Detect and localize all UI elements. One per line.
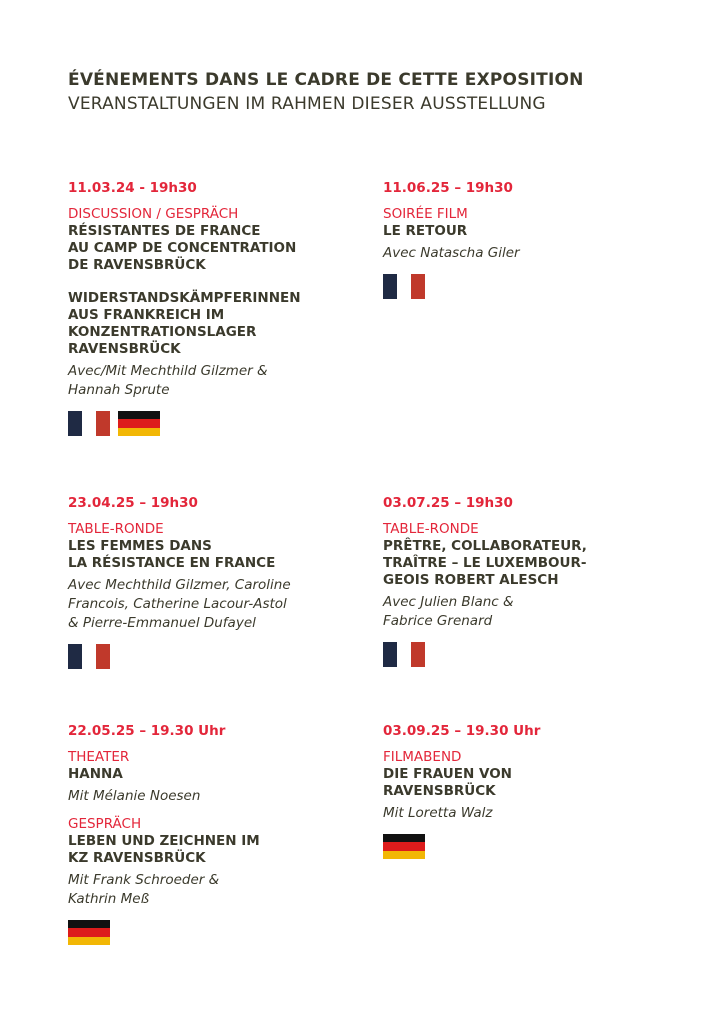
event-type: TABLE-RONDE — [68, 521, 164, 537]
french-flag-icon — [68, 411, 110, 436]
event-speakers: Kathrin Meß — [68, 891, 150, 907]
event-card — [383, 722, 663, 859]
event-speakers: Fabrice Grenard — [383, 613, 493, 629]
event-title: RAVENSBRÜCK — [383, 783, 496, 799]
language-flags — [383, 642, 663, 667]
language-flags — [68, 644, 348, 669]
page-title-de: VERANSTALTUNGEN IM RAHMEN DIESER AUSSTELLUNG — [68, 94, 546, 114]
event-type: GESPRÄCH — [68, 816, 142, 832]
event-date: 11.03.24 - 19h30 — [68, 180, 197, 196]
french-flag-icon — [383, 274, 425, 299]
event-speakers: & Pierre-Emmanuel Dufayel — [68, 615, 256, 631]
event-title: KZ RAVENSBRÜCK — [68, 850, 206, 866]
event-title: PRÊTRE, COLLABORATEUR, — [383, 538, 587, 554]
event-title: GEOIS ROBERT ALESCH — [383, 572, 559, 588]
event-card — [383, 179, 663, 299]
event-speakers: Francois, Catherine Lacour-Astol — [68, 596, 287, 612]
event-speakers: Avec Mechthild Gilzmer, Caroline — [68, 577, 291, 593]
event-date: 03.07.25 – 19h30 — [383, 495, 513, 511]
event-date: 03.09.25 – 19.30 Uhr — [383, 723, 541, 739]
language-flags — [383, 834, 663, 859]
event-speakers: Mit Loretta Walz — [383, 805, 493, 821]
event-date: 22.05.25 – 19.30 Uhr — [68, 723, 226, 739]
event-date: 11.06.25 – 19h30 — [383, 180, 513, 196]
french-flag-icon — [68, 644, 110, 669]
event-speakers: Mit Frank Schroeder & — [68, 872, 220, 888]
event-type: FILMABEND — [383, 749, 462, 765]
event-type: TABLE-RONDE — [383, 521, 479, 537]
german-flag-icon — [383, 834, 425, 859]
event-title-de: KONZENTRATIONSLAGER — [68, 324, 257, 340]
event-speakers: Avec/Mit Mechthild Gilzmer & — [68, 363, 268, 379]
event-title: DE RAVENSBRÜCK — [68, 257, 206, 273]
event-type: DISCUSSION / GESPRÄCH — [68, 206, 239, 222]
event-card — [68, 722, 348, 945]
language-flags — [68, 411, 348, 436]
french-flag-icon — [383, 642, 425, 667]
event-speakers: Hannah Sprute — [68, 382, 170, 398]
german-flag-icon — [118, 411, 160, 436]
event-type: SOIRÉE FILM — [383, 206, 468, 222]
event-title-de: AUS FRANKREICH IM — [68, 307, 225, 323]
event-title-de: RAVENSBRÜCK — [68, 341, 181, 357]
event-speakers: Avec Julien Blanc & — [383, 594, 514, 610]
event-title: LA RÉSISTANCE EN FRANCE — [68, 555, 276, 571]
event-title: LES FEMMES DANS — [68, 538, 212, 554]
language-flags — [68, 920, 348, 945]
event-speakers: Avec Natascha Giler — [383, 245, 520, 261]
language-flags — [383, 274, 663, 299]
page-title-fr: ÉVÉNEMENTS DANS LE CADRE DE CETTE EXPOSITION — [68, 70, 584, 90]
event-title-de: WIDERSTANDSKÄMPFERINNEN — [68, 290, 301, 306]
event-date: 23.04.25 – 19h30 — [68, 495, 198, 511]
event-card — [68, 179, 348, 436]
event-title: LEBEN UND ZEICHNEN IM — [68, 833, 260, 849]
event-card — [383, 494, 663, 667]
event-title: AU CAMP DE CONCENTRATION — [68, 240, 297, 256]
event-speakers: Mit Mélanie Noesen — [68, 788, 201, 804]
event-title: HANNA — [68, 766, 123, 782]
event-title: DIE FRAUEN VON — [383, 766, 512, 782]
event-title: LE RETOUR — [383, 223, 468, 239]
german-flag-icon — [68, 920, 110, 945]
event-type: THEATER — [68, 749, 130, 765]
event-title: RÉSISTANTES DE FRANCE — [68, 223, 261, 239]
event-title: TRAÎTRE – LE LUXEMBOUR- — [383, 555, 587, 571]
event-card — [68, 494, 348, 669]
